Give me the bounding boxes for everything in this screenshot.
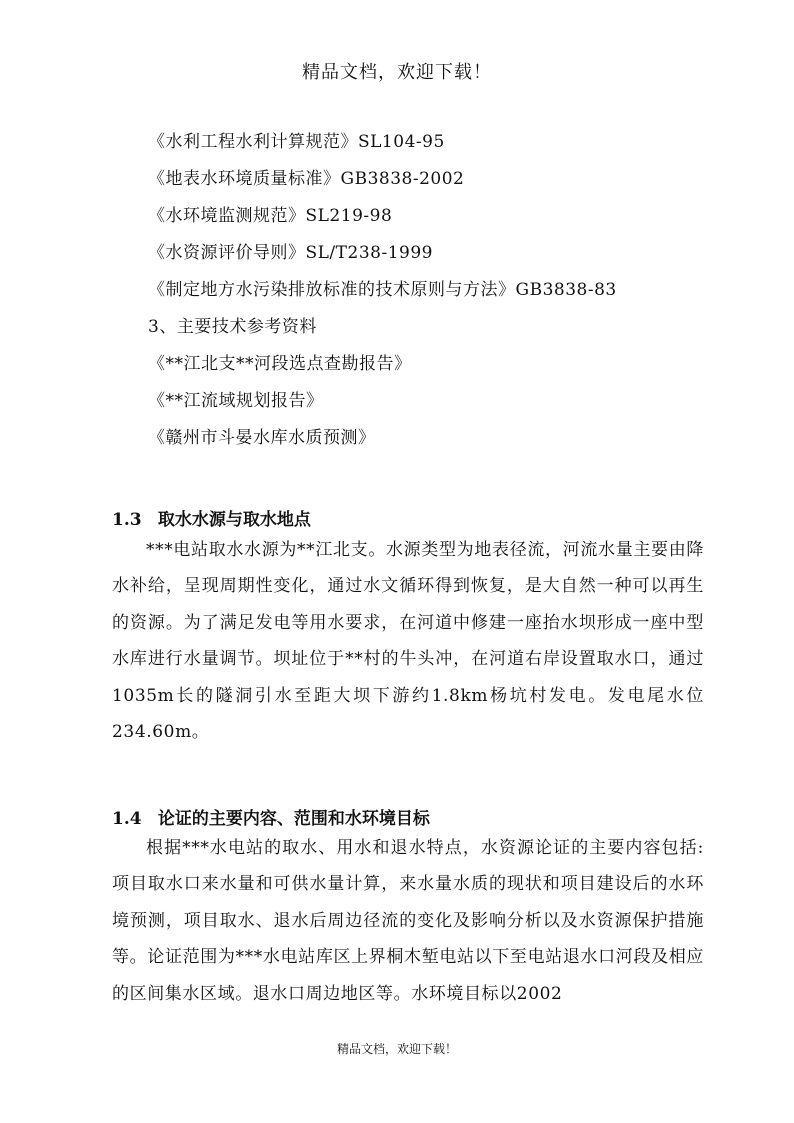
reference-list: [148, 128, 617, 461]
reference-item: 《水资源评价导则》SL/T238-1999: [148, 243, 433, 263]
section-body-1-3: ***电站取水水源为**江北支。水源类型为地表径流，河流水量主要由降水补给，呈现周期性变化，通过水文循环得到恢复，是大自然一种可以再生的资源。为了满足发电等用水要求，在河道中修建一座抬水坝形成一座中型水库进行水量调节。坝址位于**村的牛头冲，在河道右岸设置取水口，通过1035m长的隧洞引水至距大坝下游约1.8km杨坑村发电。发电尾水位234.60m。: [112, 540, 704, 743]
section-title: 取水水源与取水地点: [157, 510, 311, 530]
subsection-heading: 3、主要技术参考资料: [148, 317, 317, 337]
reference-item: 《地表水环境质量标准》GB3838-2002: [148, 169, 465, 189]
section-heading-1-4: [112, 804, 430, 829]
page-header: 精品文档，欢迎下载！: [302, 62, 492, 83]
reference-item: 《制定地方水污染排放标准的技术原则与方法》GB3838-83: [148, 280, 617, 300]
section-number: 1.3: [112, 510, 142, 530]
reference-item: 《水环境监测规范》SL219-98: [148, 206, 393, 226]
reference-item: 《水利工程水利计算规范》SL104-95: [148, 132, 445, 152]
section-number: 1.4: [112, 809, 142, 829]
section-heading-1-3: [112, 505, 311, 530]
reference-item: 《**江流域规划报告》: [148, 391, 324, 411]
reference-item: 《**江北支**河段选点查勘报告》: [148, 354, 412, 374]
section-body-1-4: 根据***水电站的取水、用水和退水特点，水资源论证的主要内容包括:项目取水口来水量和可供水量计算，来水量水质的现状和项目建设后的水环境预测，项目取水、退水后周边径流的变化及影响分析以及水资源保护措施等。论证范围为***水电站库区上界桐木堑电站以下至电站退水口河段及相应的区间集水区域。退水口周边地区等。水环境目标以2002: [112, 838, 704, 1004]
page-footer: 精品文档，欢迎下载！: [336, 1042, 457, 1056]
section-title: 论证的主要内容、范围和水环境目标: [157, 809, 430, 829]
reference-item: 《赣州市斗晏水库水质预测》: [148, 428, 376, 448]
